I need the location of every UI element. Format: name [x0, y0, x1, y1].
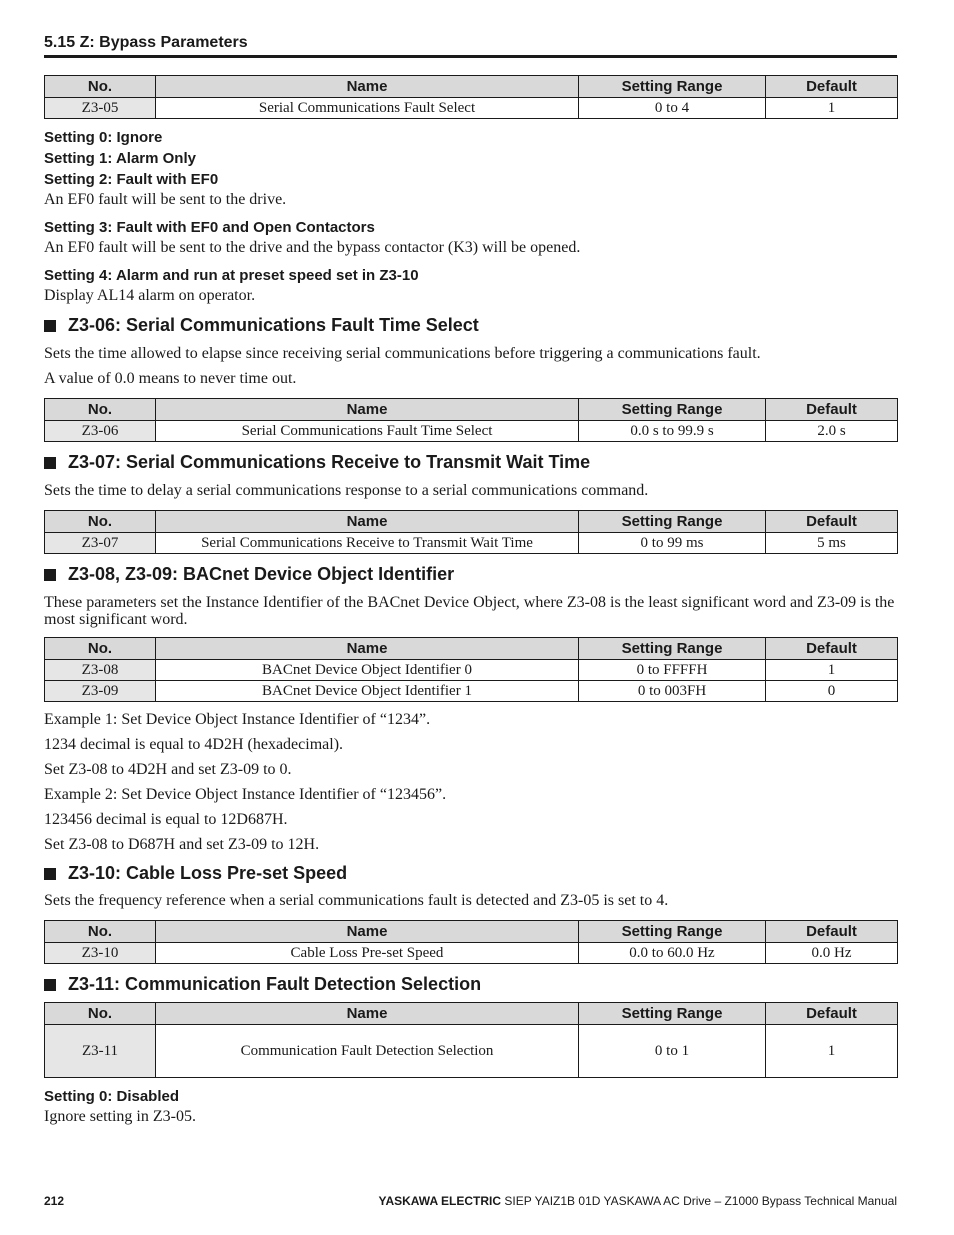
- section-heading-z3-06: [44, 315, 897, 336]
- setting-4-description: Display AL14 alarm on operator.: [44, 287, 256, 304]
- param-no: Z3-11: [45, 1025, 156, 1078]
- example-line: Set Z3-08 to 4D2H and set Z3-09 to 0.: [44, 761, 292, 778]
- page-number: 212: [44, 1194, 65, 1208]
- col-header-no: No.: [45, 638, 156, 660]
- param-no: Z3-05: [45, 98, 156, 119]
- setting-4-heading: Setting 4: Alarm and run at preset speed set in Z3-10: [44, 267, 419, 284]
- table-row: [45, 1025, 898, 1078]
- table-row: [45, 421, 898, 442]
- param-default: 0: [766, 681, 898, 702]
- page-footer: [44, 1194, 897, 1208]
- col-header-default: Default: [766, 1003, 898, 1025]
- col-header-range: Setting Range: [579, 921, 766, 943]
- col-header-default: Default: [766, 921, 898, 943]
- param-table-z3-07: [44, 510, 898, 554]
- param-range: 0 to 1: [579, 1025, 766, 1078]
- param-name: Cable Loss Pre-set Speed: [156, 943, 579, 964]
- col-header-no: No.: [45, 76, 156, 98]
- param-name: BACnet Device Object Identifier 0: [156, 660, 579, 681]
- col-header-range: Setting Range: [579, 1003, 766, 1025]
- param-table-z3-11: [44, 1002, 898, 1078]
- col-header-no: No.: [45, 399, 156, 421]
- section-heading-z3-11: [44, 974, 897, 995]
- col-header-range: Setting Range: [579, 511, 766, 533]
- table-row: [45, 681, 898, 702]
- section-title: Z3-08, Z3-09: BACnet Device Object Identifier: [68, 564, 455, 584]
- paragraph: These parameters set the Instance Identifier of the BACnet Device Object, where Z3-08 is the least significant word and Z3-09 is the most significant word.: [44, 594, 895, 628]
- col-header-name: Name: [156, 921, 579, 943]
- example-line: Set Z3-08 to D687H and set Z3-09 to 12H.: [44, 836, 320, 853]
- table-row: [45, 533, 898, 554]
- footer-doc-info: [379, 1194, 897, 1208]
- table-row: [45, 943, 898, 964]
- paragraph: A value of 0.0 means to never time out.: [44, 370, 297, 387]
- param-table-z3-06: [44, 398, 898, 442]
- param-range: 0 to 99 ms: [579, 533, 766, 554]
- setting-2-description: An EF0 fault will be sent to the drive.: [44, 191, 287, 208]
- param-table-z3-08-09: [44, 637, 898, 702]
- param-no: Z3-10: [45, 943, 156, 964]
- col-header-default: Default: [766, 76, 898, 98]
- setting-0-description: Ignore setting in Z3-05.: [44, 1108, 196, 1125]
- example-line: 1234 decimal is equal to 4D2H (hexadecimal).: [44, 736, 344, 753]
- setting-3-heading: Setting 3: Fault with EF0 and Open Contactors: [44, 219, 375, 236]
- section-heading-z3-10: [44, 863, 897, 884]
- example-line: Example 2: Set Device Object Instance Identifier of “123456”.: [44, 786, 447, 803]
- square-bullet-icon: [44, 320, 56, 332]
- param-default: 1: [766, 660, 898, 681]
- square-bullet-icon: [44, 868, 56, 880]
- param-range: 0 to 4: [579, 98, 766, 119]
- param-default: 1: [766, 98, 898, 119]
- paragraph: Sets the time to delay a serial communications response to a serial communications command.: [44, 482, 649, 499]
- param-table-z3-10: [44, 920, 898, 964]
- footer-brand: YASKAWA ELECTRIC: [378, 1194, 502, 1208]
- param-range: 0 to 003FH: [579, 681, 766, 702]
- setting-0-heading: Setting 0: Ignore: [44, 129, 163, 146]
- setting-3-description: An EF0 fault will be sent to the drive and the bypass contactor (K3) will be opened.: [44, 239, 581, 256]
- col-header-default: Default: [766, 638, 898, 660]
- param-no: Z3-09: [45, 681, 156, 702]
- setting-0-heading: Setting 0: Disabled: [44, 1088, 180, 1105]
- col-header-range: Setting Range: [579, 638, 766, 660]
- col-header-no: No.: [45, 921, 156, 943]
- param-no: Z3-08: [45, 660, 156, 681]
- param-range: 0.0 s to 99.9 s: [579, 421, 766, 442]
- example-line: Example 1: Set Device Object Instance Identifier of “1234”.: [44, 711, 431, 728]
- param-table-z3-05: [44, 75, 898, 119]
- example-line: 123456 decimal is equal to 12D687H.: [44, 811, 288, 828]
- col-header-range: Setting Range: [579, 76, 766, 98]
- param-name: Communication Fault Detection Selection: [156, 1025, 579, 1078]
- param-default: 1: [766, 1025, 898, 1078]
- setting-1-heading: Setting 1: Alarm Only: [44, 150, 196, 167]
- section-title: Z3-06: Serial Communications Fault Time Select: [68, 315, 479, 335]
- section-title: Z3-07: Serial Communications Receive to Transmit Wait Time: [68, 452, 591, 472]
- param-name: Serial Communications Fault Select: [156, 98, 579, 119]
- param-default: 0.0 Hz: [766, 943, 898, 964]
- param-no: Z3-07: [45, 533, 156, 554]
- section-title: Z3-10: Cable Loss Pre-set Speed: [68, 863, 348, 883]
- col-header-default: Default: [766, 511, 898, 533]
- square-bullet-icon: [44, 569, 56, 581]
- col-header-range: Setting Range: [579, 399, 766, 421]
- col-header-name: Name: [156, 638, 579, 660]
- section-header: 5.15 Z: Bypass Parameters: [44, 34, 897, 58]
- col-header-default: Default: [766, 399, 898, 421]
- param-range: 0.0 to 60.0 Hz: [579, 943, 766, 964]
- col-header-name: Name: [156, 76, 579, 98]
- col-header-name: Name: [156, 511, 579, 533]
- footer-doc-title: SIEP YAIZ1B 01D YASKAWA AC Drive – Z1000 Bypass Technical Manual: [501, 1194, 897, 1208]
- section-heading-z3-07: [44, 452, 897, 473]
- paragraph: Sets the time allowed to elapse since receiving serial communications before triggering a communications fault.: [44, 345, 761, 362]
- setting-2-heading: Setting 2: Fault with EF0: [44, 171, 219, 188]
- square-bullet-icon: [44, 457, 56, 469]
- square-bullet-icon: [44, 979, 56, 991]
- param-name: Serial Communications Fault Time Select: [156, 421, 579, 442]
- section-heading-z3-08-09: [44, 564, 897, 585]
- param-name: BACnet Device Object Identifier 1: [156, 681, 579, 702]
- param-default: 2.0 s: [766, 421, 898, 442]
- col-header-name: Name: [156, 399, 579, 421]
- param-no: Z3-06: [45, 421, 156, 442]
- param-range: 0 to FFFFH: [579, 660, 766, 681]
- col-header-no: No.: [45, 1003, 156, 1025]
- section-title: Z3-11: Communication Fault Detection Selection: [68, 974, 482, 994]
- param-default: 5 ms: [766, 533, 898, 554]
- paragraph: Sets the frequency reference when a serial communications fault is detected and Z3-05 is set to 4.: [44, 892, 669, 909]
- col-header-name: Name: [156, 1003, 579, 1025]
- document-page: [44, 34, 897, 1126]
- param-name: Serial Communications Receive to Transmit Wait Time: [156, 533, 579, 554]
- table-row: [45, 660, 898, 681]
- table-row: [45, 98, 898, 119]
- col-header-no: No.: [45, 511, 156, 533]
